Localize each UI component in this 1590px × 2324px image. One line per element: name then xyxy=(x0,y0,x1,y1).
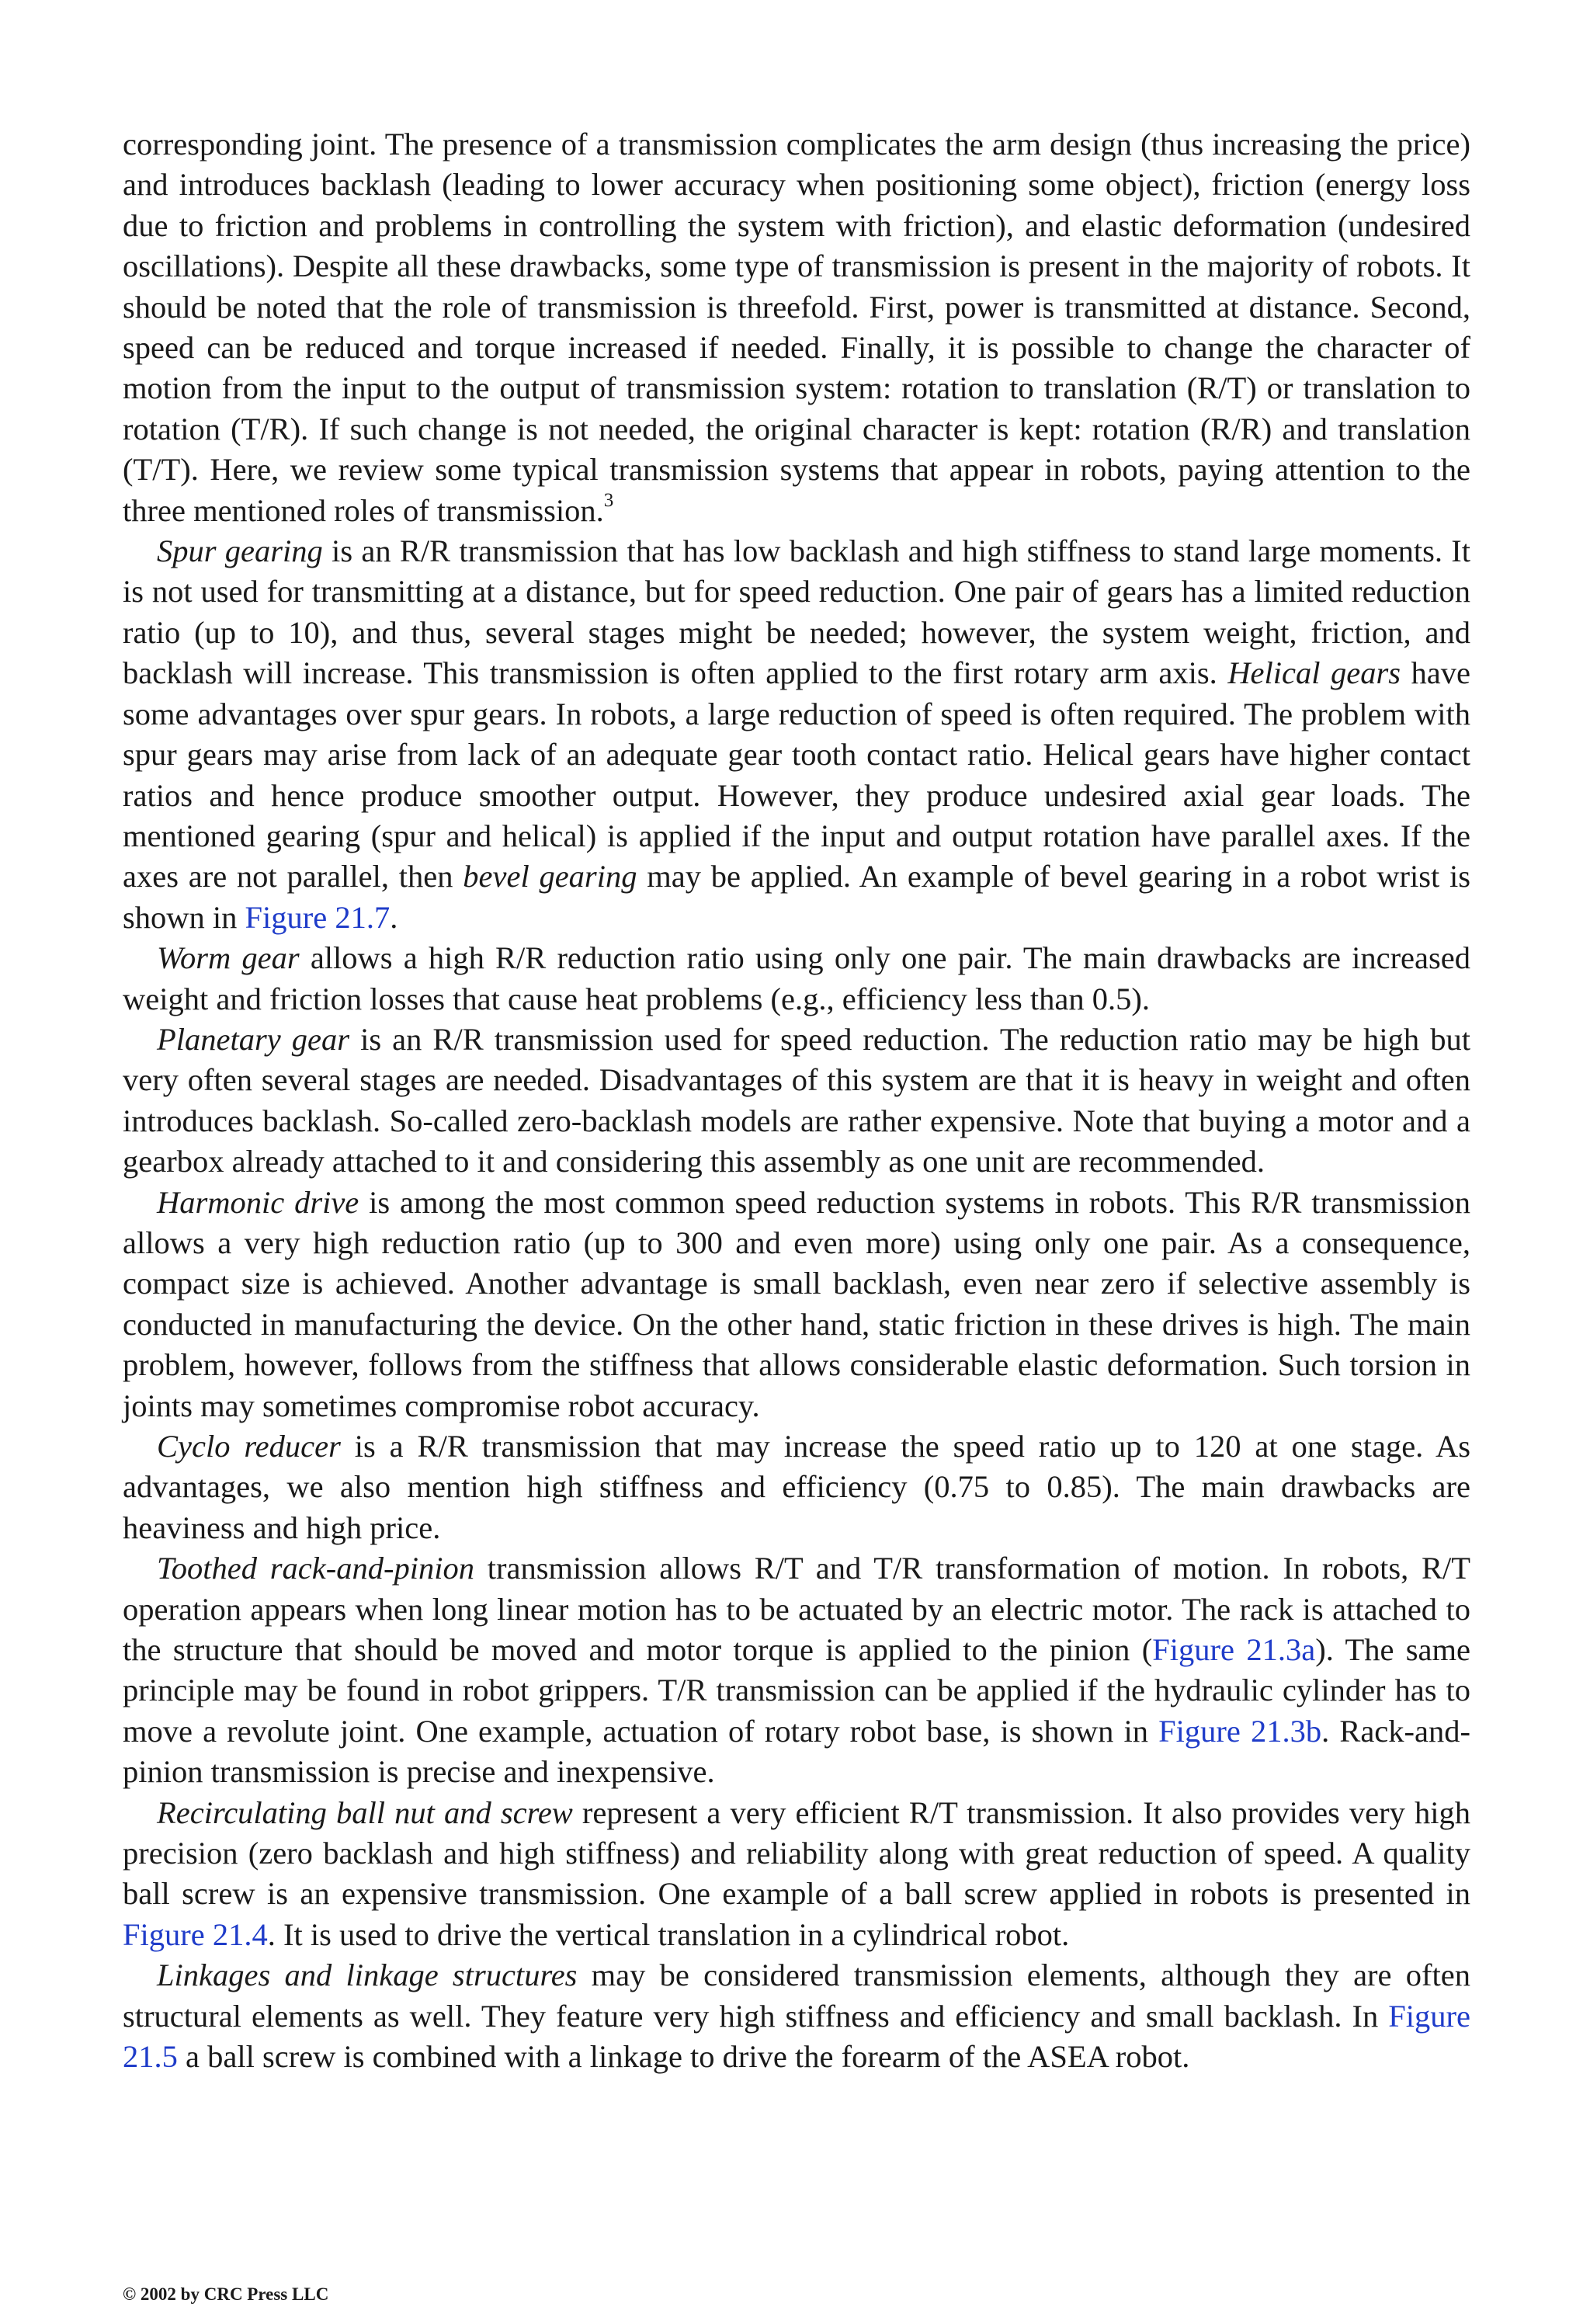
paragraph-text: represent a very efficient R/T transmission. It also provides very high precision (zero backlash and high stiffness) and reliability along with great reduction of speed. A quality ball screw is an expensive transmission. One example of a ball screw applied in robots is presented in xyxy=(123,1794,1470,1912)
paragraph-text: is an R/R transmission used for speed reduction. The reduction ratio may be high but very often several stages are needed. Disadvantages of this system are that it is heavy in weight and often introduces backlash. So-called zero-backlash models are rather expensive. Note that buying a motor and a gearbox already attached to it and considering this assembly as one unit are recommended. xyxy=(123,1021,1470,1179)
paragraph-text: allows a high R/R reduction ratio using only one pair. The main drawbacks are increased weight and friction losses that cause heat problems (e.g., efficiency less than 0.5). xyxy=(123,940,1470,1016)
paragraph-text: . xyxy=(390,899,398,935)
paragraph-spur-gearing xyxy=(123,531,1470,938)
paragraph-text: ). The same principle may be found in robot grippers. T/R transmission can be applied if the hydraulic cylinder has to move a revolute joint. One example, actuation of rotary robot base, is shown in xyxy=(123,1632,1470,1749)
term-harmonic-drive: Harmonic drive xyxy=(157,1184,359,1220)
paragraph-ball-screw xyxy=(123,1793,1470,1956)
term-ball-screw: Recirculating ball nut and screw xyxy=(157,1794,573,1830)
paragraph-text: may be considered transmission elements, although they are often structural elements as well. They feature very high stiffness and efficiency and small backlash. In xyxy=(123,1958,1470,2034)
paragraph-text: is a R/R transmission that may increase the speed ratio up to 120 at one stage. As advantages, we also mention high stiffness and efficiency (0.75 to 0.85). The main drawbacks are heaviness and high price. xyxy=(123,1429,1470,1545)
paragraph-text: may be applied. An example of bevel gearing in a robot wrist is shown in xyxy=(123,859,1470,935)
paragraph-text: a ball screw is combined with a linkage to drive the forearm of the ASEA robot. xyxy=(177,2039,1190,2075)
figure-21-7-link[interactable]: Figure 21.7 xyxy=(245,899,391,935)
paragraph-text: is among the most common speed reduction systems in robots. This R/R transmission allows a very high reduction ratio (up to 300 and even more) using only one pair. As a consequence, compact size is achieved. Another advantage is small backlash, even near zero if selective assembly is conducted in manufacturing the device. On the other hand, static friction in these drives is high. The main problem, however, follows from the stiffness that allows considerable elastic deformation. Such torsion in joints may sometimes compromise robot accuracy. xyxy=(123,1184,1470,1423)
page-body xyxy=(123,124,1470,2078)
term-planetary-gear: Planetary gear xyxy=(157,1021,350,1057)
term-linkages: Linkages and linkage structures xyxy=(157,1958,578,1993)
paragraph-linkages xyxy=(123,1955,1470,2077)
paragraph-text: corresponding joint. The presence of a transmission complicates the arm design (thus increasing the price) and introduces backlash (leading to lower accuracy when positioning some object), friction (energy loss due to friction and problems in controlling the system with friction), and elastic deformation (undesired oscillations). Despite all these drawbacks, some type of transmission is present in the majority of robots. It should be noted that the role of transmission is threefold. First, power is transmitted at distance. Second, speed can be reduced and torque increased if needed. Finally, it is possible to change the character of motion from the input to the output of transmission system: rotation to translation (R/T) or translation to rotation (T/R). If such change is not needed, the original character is kept: rotation (R/R) and translation (T/T). Here, we review some typical transmission systems that appear in robots, paying attention to the three mentioned roles of transmission. xyxy=(123,127,1470,528)
figure-21-5-link[interactable]: Figure 21.5 xyxy=(123,1998,1470,2075)
paragraph-text: transmission allows R/T and T/R transformation of motion. In robots, R/T operation appears when long linear motion has to be actuated by an electric motor. The rack is attached to the structure that should be moved and motor torque is applied to the pinion ( xyxy=(123,1551,1470,1668)
term-rack-and-pinion: Toothed rack-and-pinion xyxy=(157,1551,474,1586)
term-bevel-gearing: bevel gearing xyxy=(463,859,637,895)
term-spur-gearing: Spur gearing xyxy=(157,533,323,569)
paragraph-text: is an R/R transmission that has low backlash and high stiffness to stand large moments. It is not used for transmitting at a distance, but for speed reduction. One pair of gears has a limited reduction ratio (up to 10), and thus, several stages might be needed; however, the system weight, friction, and backlash will increase. This transmission is often applied to the first rotary arm axis. xyxy=(123,533,1470,691)
figure-21-3b-link[interactable]: Figure 21.3b xyxy=(1158,1713,1322,1749)
figure-21-3a-link[interactable]: Figure 21.3a xyxy=(1152,1632,1316,1668)
paragraph-text: . Rack-and-pinion transmission is precise and inexpensive. xyxy=(123,1713,1470,1790)
term-worm-gear: Worm gear xyxy=(157,940,300,976)
paragraph-harmonic-drive xyxy=(123,1183,1470,1426)
paragraph-rack-and-pinion xyxy=(123,1548,1470,1792)
copyright-footer: © 2002 by CRC Press LLC xyxy=(123,2284,329,2304)
term-cyclo-reducer: Cyclo reducer xyxy=(157,1429,341,1464)
footnote-marker[interactable]: 3 xyxy=(603,490,614,512)
figure-21-4-link[interactable]: Figure 21.4 xyxy=(123,1916,268,1952)
paragraph-planetary-gear xyxy=(123,1020,1470,1183)
paragraph-text: . It is used to drive the vertical translation in a cylindrical robot. xyxy=(267,1916,1070,1952)
paragraph-transmission-intro xyxy=(123,124,1470,531)
paragraph-text: have some advantages over spur gears. In robots, a large reduction of speed is often required. The problem with spur gears may arise from lack of an adequate gear tooth contact ratio. Helical gears have higher contact ratios and hence produce smoother output. However, they produce undesired axial gear loads. The mentioned gearing (spur and helical) is applied if the input and output rotation have parallel axes. If the axes are not parallel, then xyxy=(123,655,1470,895)
term-helical-gears: Helical gears xyxy=(1227,655,1401,691)
paragraph-worm-gear xyxy=(123,938,1470,1020)
paragraph-cyclo-reducer xyxy=(123,1426,1470,1548)
